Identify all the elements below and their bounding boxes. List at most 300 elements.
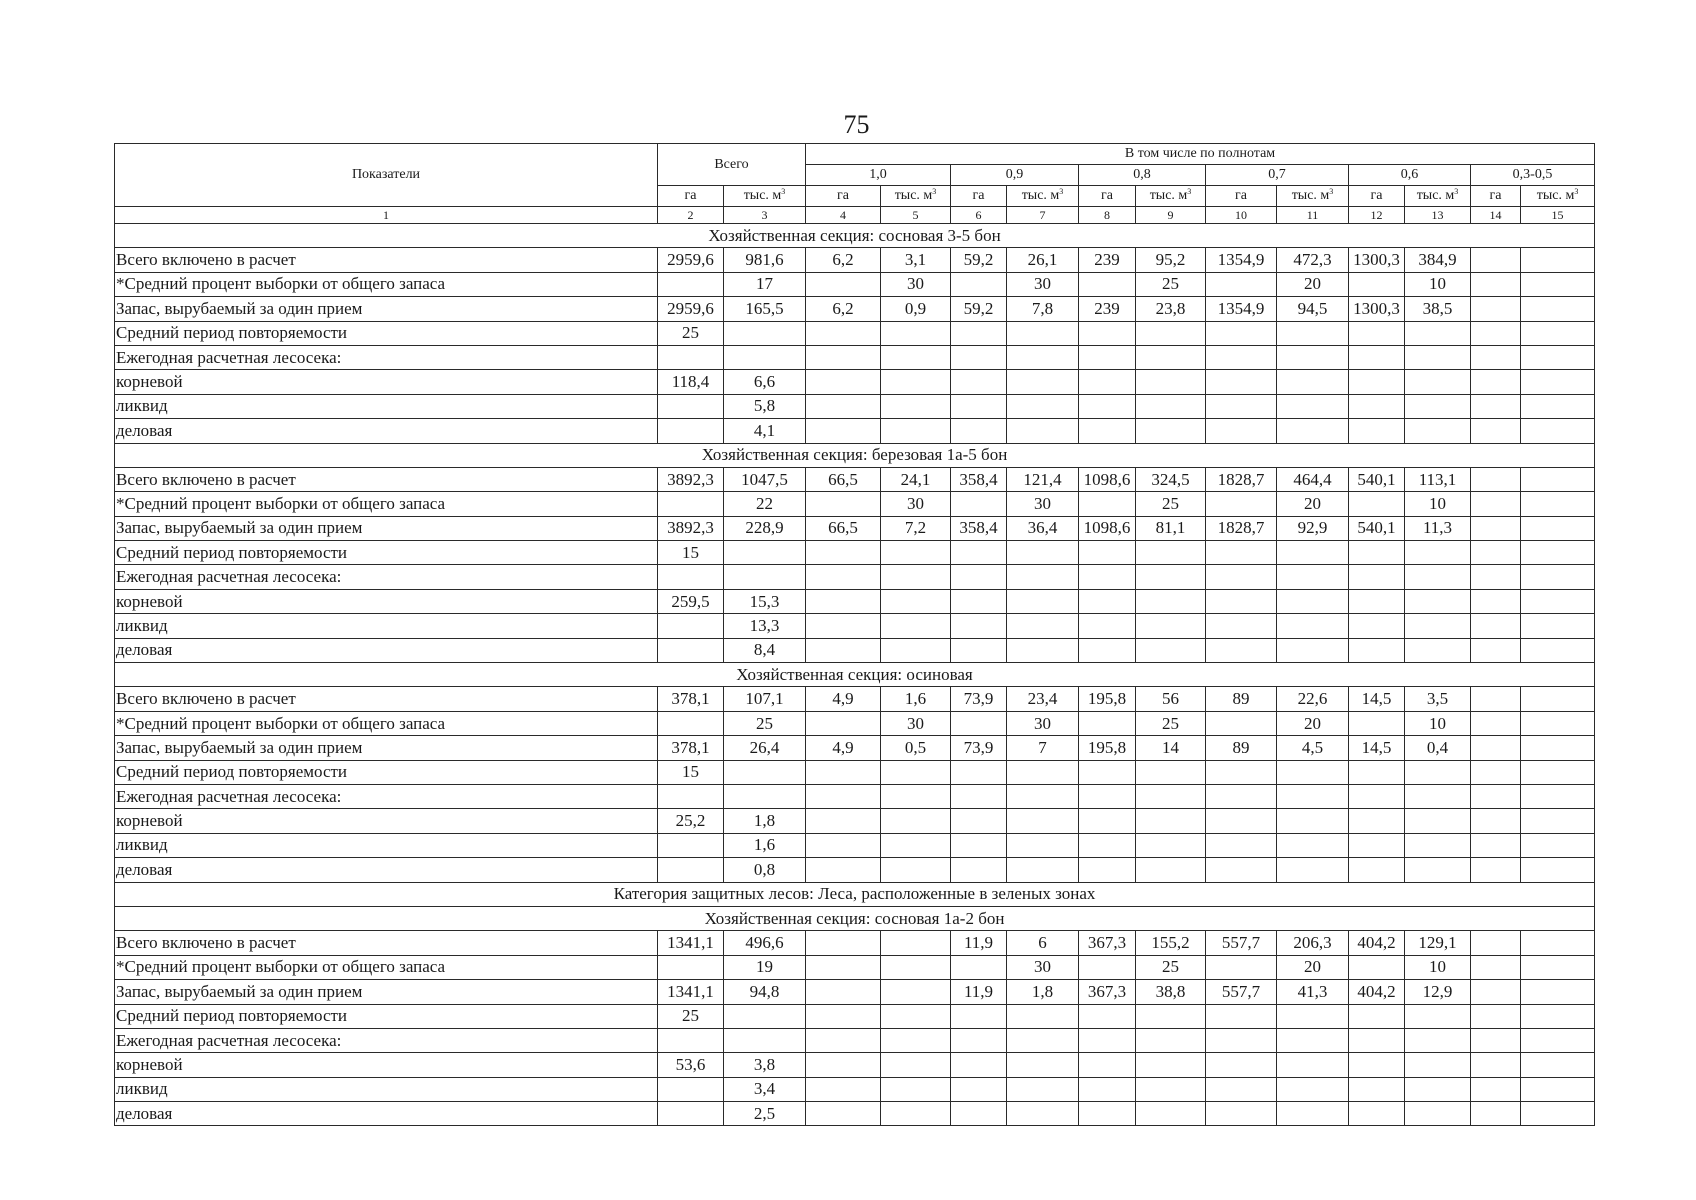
table-cell: [1471, 736, 1521, 760]
table-cell: 95,2: [1136, 248, 1206, 272]
table-cell: [806, 638, 881, 662]
table-cell: [1349, 809, 1405, 833]
row-label: Ежегодная расчетная лесосека:: [115, 784, 658, 808]
table-cell: 25: [658, 1004, 724, 1028]
table-cell: [951, 589, 1007, 613]
table-cell: [1471, 711, 1521, 735]
table-cell: [1405, 638, 1471, 662]
row-annual-cut: [115, 1028, 1595, 1052]
unit-ha: га: [1206, 186, 1277, 207]
table-cell: [1349, 955, 1405, 979]
column-number: 5: [881, 207, 951, 224]
table-cell: 0,5: [881, 736, 951, 760]
table-cell: 404,2: [1349, 931, 1405, 955]
table-cell: [1206, 1053, 1277, 1077]
table-cell: [658, 955, 724, 979]
table-cell: [1079, 492, 1136, 516]
unit-volume-text: тыс. м: [1416, 188, 1455, 203]
unit-ha: га: [1079, 186, 1136, 207]
row-stock-cut: [115, 516, 1595, 540]
table-cell: 36,4: [1007, 516, 1079, 540]
table-cell: [1136, 394, 1206, 418]
section-title: Хозяйственная секция: сосновая 3-5 бон: [115, 224, 1595, 248]
table-cell: [951, 492, 1007, 516]
table-cell: 1828,7: [1206, 467, 1277, 491]
table-cell: 129,1: [1405, 931, 1471, 955]
table-cell: [1136, 760, 1206, 784]
table-cell: [1277, 370, 1349, 394]
table-cell: [1079, 955, 1136, 979]
table-cell: 26,1: [1007, 248, 1079, 272]
table-cell: [951, 1053, 1007, 1077]
table-cell: 496,6: [724, 931, 806, 955]
table-cell: [1405, 1053, 1471, 1077]
unit-volume-text: тыс. м: [1149, 188, 1188, 203]
allowable-cut-table: [114, 143, 1595, 1126]
table-cell: [951, 1004, 1007, 1028]
table-cell: [1277, 833, 1349, 857]
table-cell: 12,9: [1405, 980, 1471, 1004]
table-cell: 59,2: [951, 297, 1007, 321]
row-avg-percent: [115, 492, 1595, 516]
table-cell: [1007, 614, 1079, 638]
table-cell: [1521, 687, 1595, 711]
table-cell: [881, 370, 951, 394]
header-total: Всего: [658, 144, 806, 186]
category-title-row: [115, 882, 1595, 906]
table-cell: 6,2: [806, 248, 881, 272]
table-cell: 17: [724, 272, 806, 296]
table-cell: 25: [1136, 492, 1206, 516]
table-cell: 121,4: [1007, 467, 1079, 491]
table-cell: [1079, 272, 1136, 296]
table-cell: 1300,3: [1349, 248, 1405, 272]
table-cell: [1471, 1028, 1521, 1052]
table-cell: [1206, 784, 1277, 808]
table-cell: [658, 394, 724, 418]
table-cell: 206,3: [1277, 931, 1349, 955]
table-cell: [1007, 1077, 1079, 1101]
table-cell: [1007, 541, 1079, 565]
table-cell: [658, 833, 724, 857]
row-annual-cut: [115, 345, 1595, 369]
table-cell: 464,4: [1277, 467, 1349, 491]
table-cell: [1405, 541, 1471, 565]
table-cell: [1206, 321, 1277, 345]
table-cell: 89: [1206, 687, 1277, 711]
table-cell: 66,5: [806, 516, 881, 540]
table-cell: [1521, 711, 1595, 735]
table-cell: [1349, 272, 1405, 296]
table-cell: [881, 931, 951, 955]
table-cell: [1206, 1004, 1277, 1028]
table-cell: [1079, 809, 1136, 833]
table-cell: [1136, 1053, 1206, 1077]
table-cell: [1349, 614, 1405, 638]
table-cell: 107,1: [724, 687, 806, 711]
table-cell: [1277, 1077, 1349, 1101]
table-cell: [1277, 419, 1349, 443]
unit-volume-superscript: 3: [781, 187, 786, 196]
table-cell: [1521, 1102, 1595, 1126]
table-cell: [806, 1077, 881, 1101]
unit-volume-superscript: 3: [1187, 187, 1192, 196]
table-cell: 10: [1405, 272, 1471, 296]
header-density: 0,8: [1079, 165, 1206, 186]
table-cell: [1277, 638, 1349, 662]
table-cell: [1405, 614, 1471, 638]
table-cell: [1007, 858, 1079, 882]
unit-volume-text: тыс. м: [1291, 188, 1330, 203]
unit-volume-text: тыс. м: [1536, 188, 1575, 203]
table-cell: [1079, 638, 1136, 662]
table-cell: [1079, 784, 1136, 808]
table-cell: [724, 760, 806, 784]
table-cell: 0,4: [1405, 736, 1471, 760]
table-cell: [806, 589, 881, 613]
table-cell: 195,8: [1079, 736, 1136, 760]
table-cell: 25: [1136, 955, 1206, 979]
table-cell: 22,6: [1277, 687, 1349, 711]
table-cell: [1007, 760, 1079, 784]
row-label: *Средний процент выборки от общего запаса: [115, 711, 658, 735]
table-cell: [881, 1053, 951, 1077]
page-number: 75: [843, 110, 870, 139]
table-cell: 30: [1007, 492, 1079, 516]
table-cell: [1471, 565, 1521, 589]
table-cell: [1349, 1077, 1405, 1101]
table-cell: [1349, 541, 1405, 565]
table-cell: [1007, 370, 1079, 394]
table-cell: 11,3: [1405, 516, 1471, 540]
table-cell: [951, 711, 1007, 735]
table-cell: 8,4: [724, 638, 806, 662]
table-cell: [1136, 784, 1206, 808]
table-cell: [1206, 492, 1277, 516]
table-cell: [1405, 1004, 1471, 1028]
table-cell: 384,9: [1405, 248, 1471, 272]
row-root: [115, 1053, 1595, 1077]
row-liquid: [115, 1077, 1595, 1101]
table-cell: 1828,7: [1206, 516, 1277, 540]
table-cell: [658, 1028, 724, 1052]
unit-volume-text: тыс. м: [894, 188, 933, 203]
table-cell: [1471, 760, 1521, 784]
table-cell: [806, 833, 881, 857]
row-label: Средний период повторяемости: [115, 541, 658, 565]
table-cell: [1405, 419, 1471, 443]
table-cell: [1079, 394, 1136, 418]
table-cell: [1079, 370, 1136, 394]
table-cell: [1206, 272, 1277, 296]
header-row-1: [115, 144, 1595, 165]
table-cell: 3,8: [724, 1053, 806, 1077]
table-cell: 367,3: [1079, 980, 1136, 1004]
row-label: Средний период повторяемости: [115, 321, 658, 345]
table-cell: 358,4: [951, 467, 1007, 491]
row-label: Запас, вырубаемый за один прием: [115, 297, 658, 321]
table-cell: [1405, 1028, 1471, 1052]
table-cell: [1136, 1028, 1206, 1052]
unit-volume-text: тыс. м: [743, 188, 782, 203]
table-cell: [724, 1004, 806, 1028]
table-cell: 30: [881, 492, 951, 516]
table-cell: 25,2: [658, 809, 724, 833]
table-cell: [1277, 1004, 1349, 1028]
table-cell: 378,1: [658, 687, 724, 711]
column-number: 11: [1277, 207, 1349, 224]
table-cell: [1471, 784, 1521, 808]
table-cell: [1079, 419, 1136, 443]
table-cell: 1341,1: [658, 980, 724, 1004]
table-cell: [806, 370, 881, 394]
table-cell: [1471, 955, 1521, 979]
unit-ha: га: [806, 186, 881, 207]
table-cell: [1206, 760, 1277, 784]
column-number: 10: [1206, 207, 1277, 224]
table-cell: 1300,3: [1349, 297, 1405, 321]
table-cell: 14: [1136, 736, 1206, 760]
row-avg-percent: [115, 272, 1595, 296]
table-cell: 7,2: [881, 516, 951, 540]
header-density: 0,9: [951, 165, 1079, 186]
table-cell: [1405, 1077, 1471, 1101]
table-cell: [1277, 565, 1349, 589]
table-cell: [1079, 711, 1136, 735]
table-cell: [1277, 345, 1349, 369]
table-cell: 557,7: [1206, 931, 1277, 955]
table-cell: [1349, 711, 1405, 735]
table-cell: [1079, 345, 1136, 369]
table-cell: [1007, 565, 1079, 589]
row-business: [115, 858, 1595, 882]
header-by-density: В том числе по полнотам: [806, 144, 1595, 165]
table-cell: [1136, 370, 1206, 394]
table-cell: 7: [1007, 736, 1079, 760]
table-cell: 73,9: [951, 687, 1007, 711]
table-cell: [806, 541, 881, 565]
table-cell: [1521, 784, 1595, 808]
table-cell: 472,3: [1277, 248, 1349, 272]
table-cell: [881, 980, 951, 1004]
table-cell: [881, 1102, 951, 1126]
column-number: 8: [1079, 207, 1136, 224]
table-cell: 20: [1277, 272, 1349, 296]
table-cell: [724, 321, 806, 345]
table-cell: [1521, 248, 1595, 272]
row-label: Ежегодная расчетная лесосека:: [115, 565, 658, 589]
unit-volume: [881, 186, 951, 207]
table-cell: [1471, 614, 1521, 638]
table-cell: [1206, 345, 1277, 369]
table-cell: [1079, 1102, 1136, 1126]
unit-volume-superscript: 3: [1059, 187, 1064, 196]
table-cell: [658, 492, 724, 516]
table-cell: [881, 321, 951, 345]
table-cell: [1206, 711, 1277, 735]
table-cell: [1206, 858, 1277, 882]
table-cell: [881, 541, 951, 565]
table-cell: [1471, 467, 1521, 491]
row-business: [115, 1102, 1595, 1126]
table-cell: [1471, 809, 1521, 833]
table-cell: [806, 345, 881, 369]
table-cell: 195,8: [1079, 687, 1136, 711]
table-cell: [1206, 589, 1277, 613]
table-cell: [1521, 833, 1595, 857]
table-cell: [724, 784, 806, 808]
table-cell: 25: [1136, 711, 1206, 735]
table-cell: [1349, 321, 1405, 345]
table-cell: [881, 809, 951, 833]
table-cell: [658, 419, 724, 443]
table-cell: 1,6: [724, 833, 806, 857]
table-cell: [1136, 833, 1206, 857]
row-label: корневой: [115, 1053, 658, 1077]
table-cell: [1349, 784, 1405, 808]
table-cell: 15: [658, 541, 724, 565]
table-cell: [1521, 492, 1595, 516]
table-cell: [1349, 492, 1405, 516]
table-cell: [1471, 1053, 1521, 1077]
table-cell: 324,5: [1136, 467, 1206, 491]
row-label: *Средний процент выборки от общего запаса: [115, 492, 658, 516]
table-cell: 4,5: [1277, 736, 1349, 760]
row-label: деловая: [115, 1102, 658, 1126]
table-cell: [1007, 1102, 1079, 1126]
table-cell: [1471, 980, 1521, 1004]
table-cell: [1521, 638, 1595, 662]
row-avg-period: [115, 1004, 1595, 1028]
table-cell: 981,6: [724, 248, 806, 272]
table-cell: 1098,6: [1079, 467, 1136, 491]
table-cell: [1405, 589, 1471, 613]
section-title-row: [115, 443, 1595, 467]
table-cell: 239: [1079, 297, 1136, 321]
table-cell: 0,9: [881, 297, 951, 321]
unit-volume: [1405, 186, 1471, 207]
table-cell: 228,9: [724, 516, 806, 540]
column-number: 4: [806, 207, 881, 224]
table-cell: [1007, 784, 1079, 808]
table-cell: 6,2: [806, 297, 881, 321]
table-cell: 1354,9: [1206, 248, 1277, 272]
table-cell: [1405, 784, 1471, 808]
table-cell: 89: [1206, 736, 1277, 760]
table-cell: [1079, 833, 1136, 857]
table-cell: 3,1: [881, 248, 951, 272]
table-cell: [1521, 516, 1595, 540]
table-cell: [1521, 467, 1595, 491]
row-label: Запас, вырубаемый за один прием: [115, 736, 658, 760]
table-cell: [881, 565, 951, 589]
table-cell: [1277, 394, 1349, 418]
unit-volume-superscript: 3: [932, 187, 937, 196]
table-cell: [1521, 980, 1595, 1004]
table-cell: 11,9: [951, 931, 1007, 955]
table-cell: [1136, 419, 1206, 443]
row-liquid: [115, 833, 1595, 857]
table-cell: [1471, 687, 1521, 711]
table-cell: [1079, 1028, 1136, 1052]
unit-ha: га: [1349, 186, 1405, 207]
table-cell: [1405, 1102, 1471, 1126]
table-cell: [881, 419, 951, 443]
row-avg-percent: [115, 955, 1595, 979]
row-label: ликвид: [115, 394, 658, 418]
table-cell: [1277, 321, 1349, 345]
table-cell: [1136, 858, 1206, 882]
table-cell: [1471, 394, 1521, 418]
table-cell: [881, 1004, 951, 1028]
table-cell: [1349, 1053, 1405, 1077]
table-cell: [806, 955, 881, 979]
table-cell: 118,4: [658, 370, 724, 394]
table-cell: [1136, 809, 1206, 833]
table-cell: 94,8: [724, 980, 806, 1004]
table-cell: [881, 858, 951, 882]
table-cell: [951, 370, 1007, 394]
table-cell: 1,6: [881, 687, 951, 711]
table-cell: [1206, 614, 1277, 638]
table-cell: 3892,3: [658, 467, 724, 491]
table-cell: [1521, 1004, 1595, 1028]
table-cell: [1206, 1028, 1277, 1052]
table-cell: [806, 565, 881, 589]
table-cell: [1277, 1028, 1349, 1052]
table-cell: [951, 638, 1007, 662]
table-cell: [1349, 858, 1405, 882]
table-cell: [1277, 809, 1349, 833]
table-cell: [1079, 565, 1136, 589]
table-cell: [1471, 589, 1521, 613]
table-cell: [951, 784, 1007, 808]
header-row-column-numbers: [115, 207, 1595, 224]
table-cell: [1349, 345, 1405, 369]
table-cell: [881, 589, 951, 613]
table-cell: [1079, 1077, 1136, 1101]
unit-ha: га: [1471, 186, 1521, 207]
table-cell: 30: [1007, 711, 1079, 735]
table-cell: [1349, 589, 1405, 613]
table-cell: [1521, 272, 1595, 296]
header-density: 0,6: [1349, 165, 1471, 186]
table-cell: 30: [881, 272, 951, 296]
table-cell: [1521, 858, 1595, 882]
table-cell: 53,6: [658, 1053, 724, 1077]
table-cell: 14,5: [1349, 736, 1405, 760]
table-cell: [951, 955, 1007, 979]
table-cell: [1136, 321, 1206, 345]
table-cell: [1079, 541, 1136, 565]
table-cell: [951, 1102, 1007, 1126]
table-cell: [806, 272, 881, 296]
table-cell: [1521, 589, 1595, 613]
table-cell: 0,8: [724, 858, 806, 882]
table-cell: 94,5: [1277, 297, 1349, 321]
table-cell: 26,4: [724, 736, 806, 760]
header-indicators: Показатели: [115, 144, 658, 207]
table-cell: 4,1: [724, 419, 806, 443]
table-cell: [1521, 736, 1595, 760]
table-cell: [1405, 833, 1471, 857]
table-cell: [1405, 394, 1471, 418]
table-cell: [1521, 614, 1595, 638]
table-cell: [1349, 565, 1405, 589]
table-cell: 30: [881, 711, 951, 735]
table-cell: 404,2: [1349, 980, 1405, 1004]
table-cell: [1277, 858, 1349, 882]
